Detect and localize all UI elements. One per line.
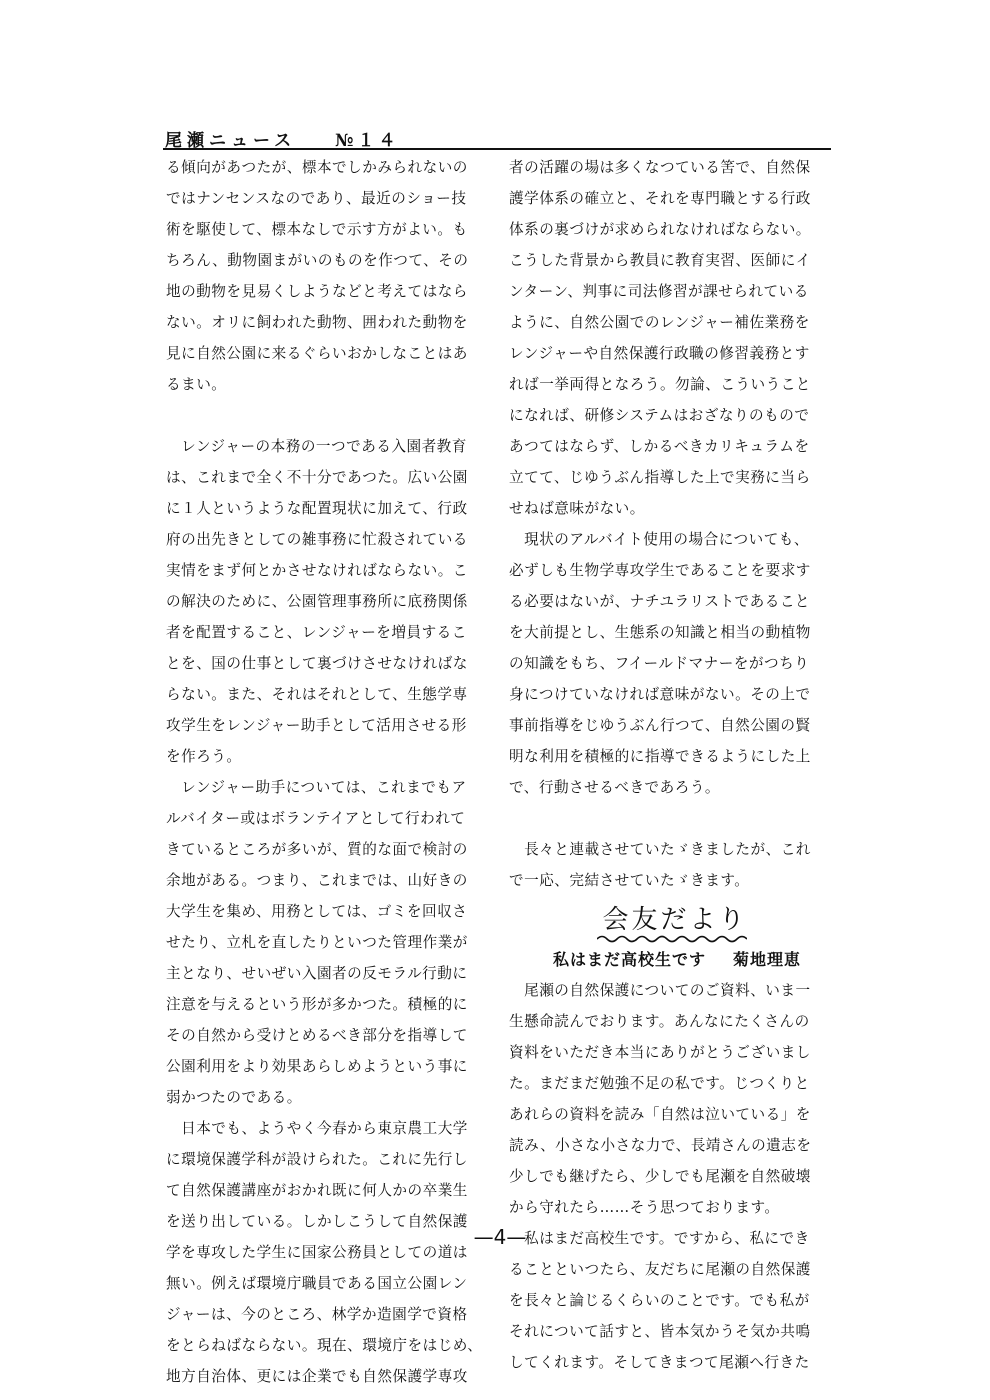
text-line: らない。また、それはそれとして、生態学専 xyxy=(166,686,468,703)
page-number: —4— xyxy=(473,1225,527,1249)
text-line: になれば、研修システムはおざなりのもので xyxy=(509,407,810,424)
text-line: あれらの資料を読み「自然は泣いている」を xyxy=(509,1106,811,1123)
text-line: を長々と論じるくらいのことです。でも私が xyxy=(509,1292,810,1309)
text-line: で、行動させるべきであろう。 xyxy=(509,779,721,796)
text-line: た。まだまだ勉強不足の私です。じつくりと xyxy=(509,1075,810,1092)
text-line: 大学生を集め、用務としては、ゴミを回収さ xyxy=(166,903,468,920)
text-line: 術を駆使して、標本なしで示す方がよい。も xyxy=(166,221,468,238)
right-column xyxy=(509,152,831,1378)
text-line: 攻学生をレンジャー助手として活用させる形 xyxy=(166,717,467,734)
text-line: 者を配置すること、レンジャーを増員するこ xyxy=(166,624,467,641)
text-line: の知識をもち、フイールドマナーをがつちり xyxy=(509,655,810,672)
text-line: を大前提とし、生態系の知識と相当の動植物 xyxy=(509,624,811,641)
text-line: 資料をいただき本当にありがとうございまし xyxy=(509,1044,811,1061)
text-line: 者の活躍の場は多くなつている筈で、自然保 xyxy=(509,159,811,176)
text-line: 尾瀬の自然保護についてのご資料、いま一 xyxy=(509,982,811,999)
text-line: 注意を与えるという形が多かつた。積極的に xyxy=(166,996,468,1013)
article-title: 私はまだ高校生です xyxy=(553,950,707,969)
text-line: こうした背景から教員に教育実習、医師にイ xyxy=(509,252,811,269)
text-line: せたり、立札を直したりといつた管理作業が xyxy=(166,934,468,951)
text-line: 見に自然公園に来るぐらいおかしなことはあ xyxy=(166,345,468,362)
text-line: レンジャーや自然保護行政職の修習義務とす xyxy=(509,345,810,362)
text-line: ジャーは、今のところ、林学か造園学で資格 xyxy=(166,1306,468,1323)
text-line: 実情をまず何とかさせなければならない。こ xyxy=(166,562,468,579)
text-line: きているところが多いが、質的な面で検討の xyxy=(166,841,468,858)
text-line: 学を専攻した学生に国家公務員としての道は xyxy=(166,1244,468,1261)
banner-wave-underline xyxy=(597,934,747,944)
right-column-text xyxy=(509,152,831,896)
text-line: は、これまで全く不十分であつた。広い公園 xyxy=(166,469,468,486)
issue-number: №１４ xyxy=(335,131,400,151)
text-line: せねば意味がない。 xyxy=(509,500,645,517)
text-line: 公園利用をより効果あらしめようという事に xyxy=(166,1058,468,1075)
text-line: て自然保護講座がおかれ既に何人かの卒業生 xyxy=(166,1182,468,1199)
text-line: から守れたら……そう思つております。 xyxy=(509,1199,780,1216)
text-line: 少しでも継げたら、少しでも尾瀬を自然破壊 xyxy=(509,1168,811,1185)
text-line: ない。オリに飼われた動物、囲われた動物を xyxy=(166,314,468,331)
text-line: をとらねばならない。現在、環境庁をはじめ、 xyxy=(166,1337,483,1354)
text-line: 明な利用を積極的に指導できるようにした上 xyxy=(509,748,811,765)
text-line: 体系の裏づけが求められなければならない。 xyxy=(509,221,811,238)
text-line: るまい。 xyxy=(166,376,227,393)
text-line: 事前指導をじゆうぶん行つて、自然公園の賢 xyxy=(509,717,811,734)
paragraph-gap xyxy=(509,803,831,834)
text-line: 必ずしも生物学専攻学生であることを要求す xyxy=(509,562,811,579)
text-line: る必要はないが、ナチユラリストであること xyxy=(509,593,811,610)
text-line: 長々と連載させていたゞきましたが、これ xyxy=(509,841,811,858)
text-line: ルバイター或はボランテイアとして行われて xyxy=(166,810,466,827)
section-banner-text: 会友だより xyxy=(602,905,748,935)
page-header xyxy=(163,124,831,150)
text-line: 地の動物を見易くしようなどと考えてはなら xyxy=(166,283,468,300)
paragraph-gap xyxy=(166,400,488,431)
text-line: 生懸命読んでおります。あんなにたくさんの xyxy=(509,1013,810,1030)
text-line: とを、国の仕事として裏づけさせなければな xyxy=(166,655,468,672)
text-line: 余地がある。つまり、これまでは、山好きの xyxy=(166,872,468,889)
text-line: 護学体系の確立と、それを専門職とする行政 xyxy=(509,190,811,207)
text-line: る傾向があつたが、標本でしかみられないの xyxy=(166,159,468,176)
text-line: 地方自治体、更には企業でも自然保護学専攻 xyxy=(166,1368,468,1385)
text-line: それについて話すと、皆本気かうそ気か共鳴 xyxy=(509,1323,811,1340)
section-banner xyxy=(509,896,831,944)
text-line: 現状のアルバイト使用の場合についても、 xyxy=(509,531,809,548)
text-line: ではナンセンスなのであり、最近のショー技 xyxy=(166,190,467,207)
text-line: レンジャーの本務の一つである入園者教育 xyxy=(166,438,467,455)
text-line: ることといつたら、友だちに尾瀬の自然保護 xyxy=(509,1261,811,1278)
article-author: 菊地理恵 xyxy=(733,950,802,969)
newsletter-title: 尾瀬ニュース xyxy=(165,131,297,151)
article-text xyxy=(509,975,831,1378)
text-line: ンターン、判事に司法修習が課せられている xyxy=(509,283,809,300)
text-line: に１人というような配置現状に加えて、行政 xyxy=(166,500,468,517)
text-line: に環境保護学科が設けられた。これに先行し xyxy=(166,1151,468,1168)
text-line: 立てて、じゆうぶん指導した上で実務に当ら xyxy=(509,469,811,486)
text-line: その自然から受けとめるべき部分を指導して xyxy=(166,1027,468,1044)
text-line: 読み、小さな小さな力で、長靖さんの遺志を xyxy=(509,1137,812,1154)
text-line: 府の出先きとしての雑事務に忙殺されている xyxy=(166,531,468,548)
text-line: 弱かつたのである。 xyxy=(166,1089,302,1106)
text-line: を送り出している。しかしこうして自然保護 xyxy=(166,1213,468,1230)
text-line: を作ろう。 xyxy=(166,748,242,765)
article-byline xyxy=(509,944,831,975)
left-column xyxy=(166,152,488,1392)
text-line: レンジャー助手については、これまでもア xyxy=(166,779,467,796)
text-line: してくれます。そしてきまつて尾瀬へ行きた xyxy=(509,1354,810,1371)
text-line: 主となり、せいぜい入園者の反モラル行動に xyxy=(166,965,468,982)
text-line: ように、自然公園でのレンジャー補佐業務を xyxy=(509,314,810,331)
text-line: ちろん、動物園まがいのものを作つて、その xyxy=(166,252,469,269)
text-line: の解決のために、公園管理事務所に底務関係 xyxy=(166,593,468,610)
text-line: 私はまだ高校生です。ですから、私にでき xyxy=(509,1230,810,1247)
text-line: で一応、完結させていたゞきます。 xyxy=(509,872,750,889)
text-line: 日本でも、ようやく今春から東京農工大学 xyxy=(166,1120,468,1137)
text-line: あつてはならず、しかるべきカリキュラムを xyxy=(509,438,810,455)
text-line: 無い。例えば環境庁職員である国立公園レン xyxy=(166,1275,468,1292)
text-line: 身につけていなければ意味がない。その上で xyxy=(509,686,811,703)
text-line: れば一挙両得となろう。勿論、こういうこと xyxy=(509,376,811,393)
